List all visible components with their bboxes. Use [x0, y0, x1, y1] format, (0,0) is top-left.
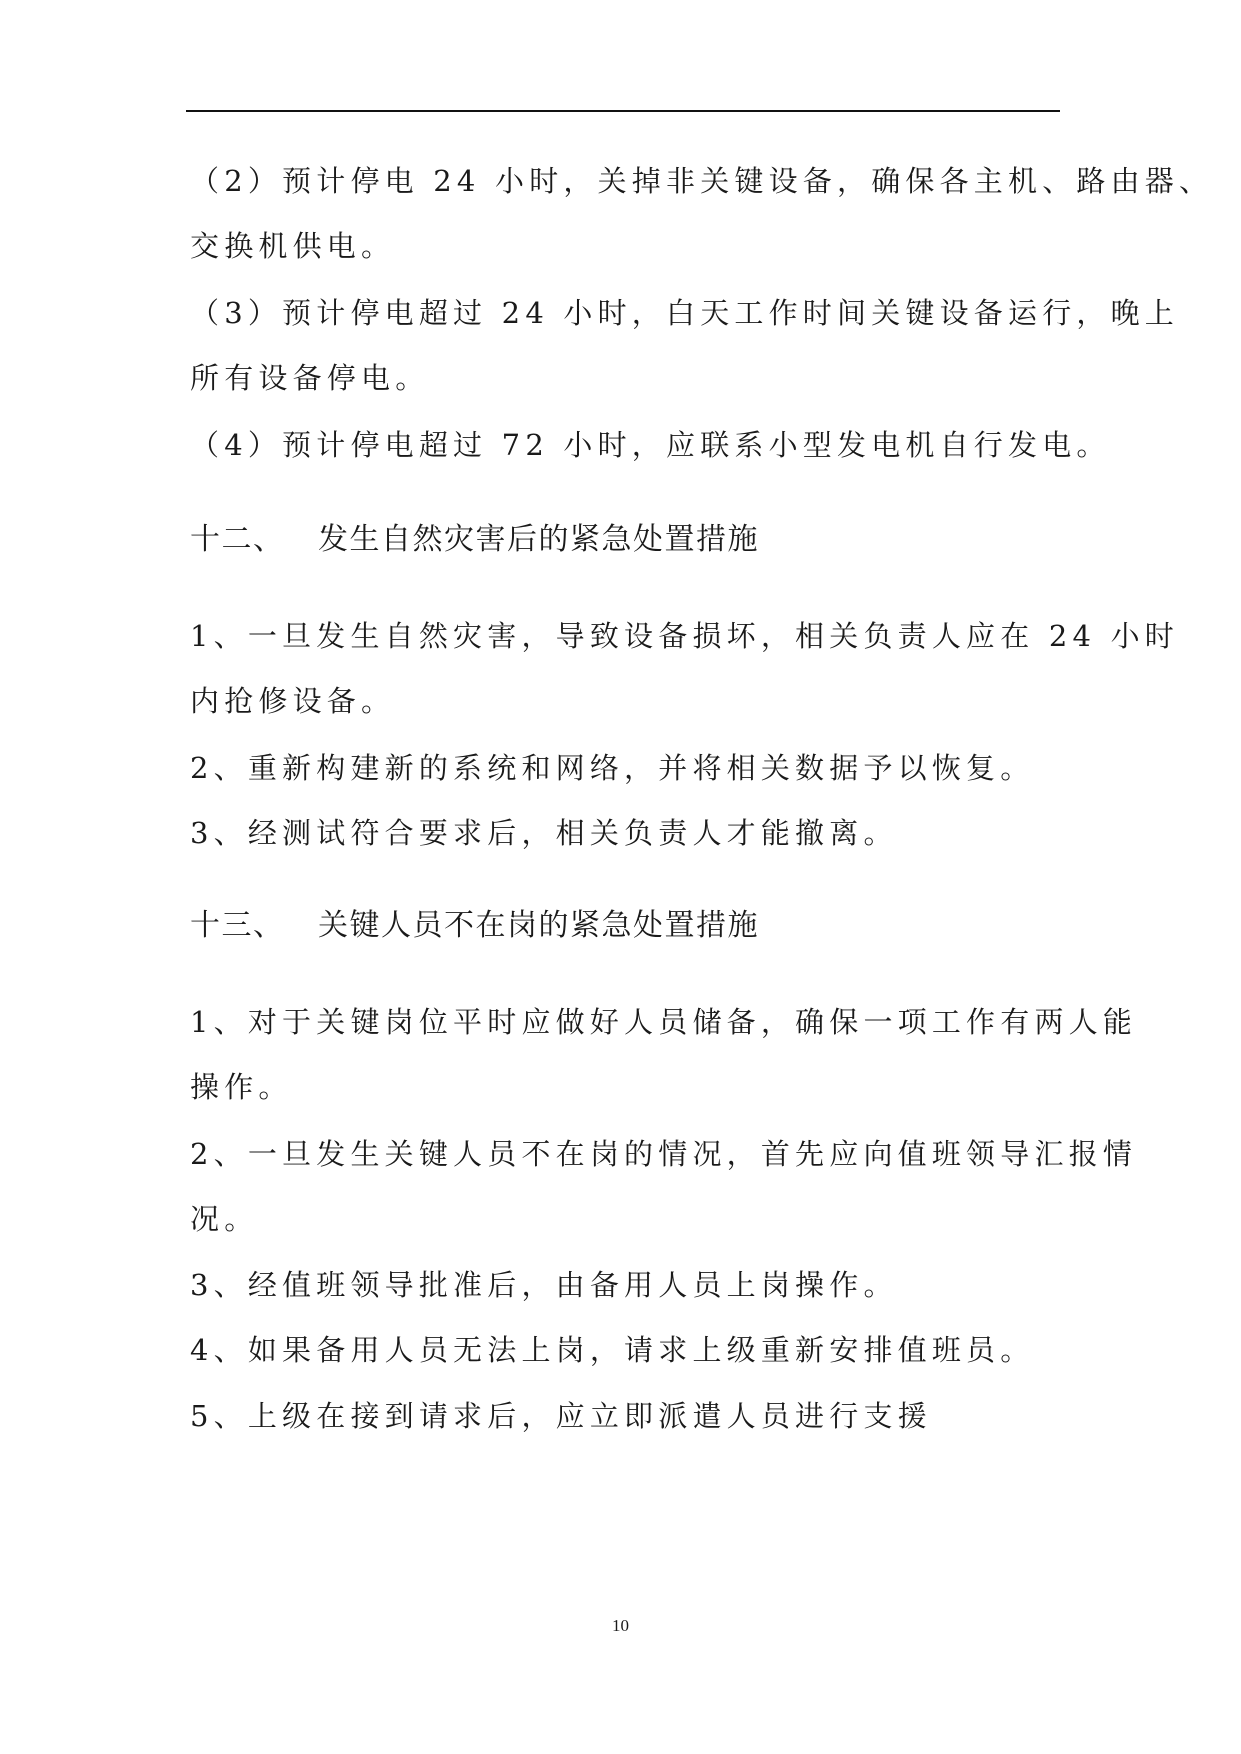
section-number: 十三、 — [190, 908, 285, 943]
text-line: 况。 — [190, 1202, 259, 1236]
power-outage-item-2 — [190, 149, 1214, 279]
text-line: 所有设备停电。 — [190, 361, 430, 395]
section-title: 发生自然灾害后的紧急处置措施 — [318, 522, 759, 557]
disaster-item-3 — [190, 801, 1062, 866]
power-outage-item-4 — [190, 413, 1111, 478]
disaster-item-2 — [190, 736, 1062, 801]
personnel-item-2 — [190, 1122, 1138, 1252]
power-outage-item-3 — [190, 281, 1179, 411]
section-number: 十二、 — [190, 522, 285, 557]
page-number: 10 — [612, 1616, 629, 1635]
text-line: 4、如果备用人员无法上岗，请求上级重新安排值班员。 — [190, 1333, 1035, 1367]
text-line: 2、一旦发生关键人员不在岗的情况，首先应向值班领导汇报情 — [190, 1137, 1138, 1171]
text-line: （4）预计停电超过 72 小时，应联系小型发电机自行发电。 — [190, 428, 1111, 462]
text-line: 3、经值班领导批准后，由备用人员上岗操作。 — [190, 1268, 898, 1302]
section-heading-13 — [190, 906, 759, 946]
text-line: 5、上级在接到请求后，应立即派遣人员进行支援 — [190, 1399, 932, 1433]
section-title: 关键人员不在岗的紧急处置措施 — [318, 908, 759, 943]
text-line: 交换机供电。 — [190, 229, 396, 263]
personnel-item-5 — [190, 1384, 1062, 1449]
disaster-item-1 — [190, 604, 1179, 734]
personnel-item-1 — [190, 990, 1138, 1120]
text-line: 内抢修设备。 — [190, 684, 396, 718]
section-heading-12 — [190, 520, 759, 560]
text-line: 3、经测试符合要求后，相关负责人才能撤离。 — [190, 816, 898, 850]
header-rule — [186, 110, 1060, 112]
text-line: （3）预计停电超过 24 小时，白天工作时间关键设备运行，晚上 — [190, 296, 1179, 330]
personnel-item-3 — [190, 1253, 1062, 1318]
text-line: （2）预计停电 24 小时，关掉非关键设备，确保各主机、路由器、 — [190, 164, 1214, 198]
personnel-item-4 — [190, 1318, 1062, 1383]
text-line: 操作。 — [190, 1070, 293, 1104]
text-line: 1、一旦发生自然灾害，导致设备损坏，相关负责人应在 24 小时 — [190, 619, 1179, 653]
text-line: 1、对于关键岗位平时应做好人员储备，确保一项工作有两人能 — [190, 1005, 1138, 1039]
text-line: 2、重新构建新的系统和网络，并将相关数据予以恢复。 — [190, 751, 1035, 785]
